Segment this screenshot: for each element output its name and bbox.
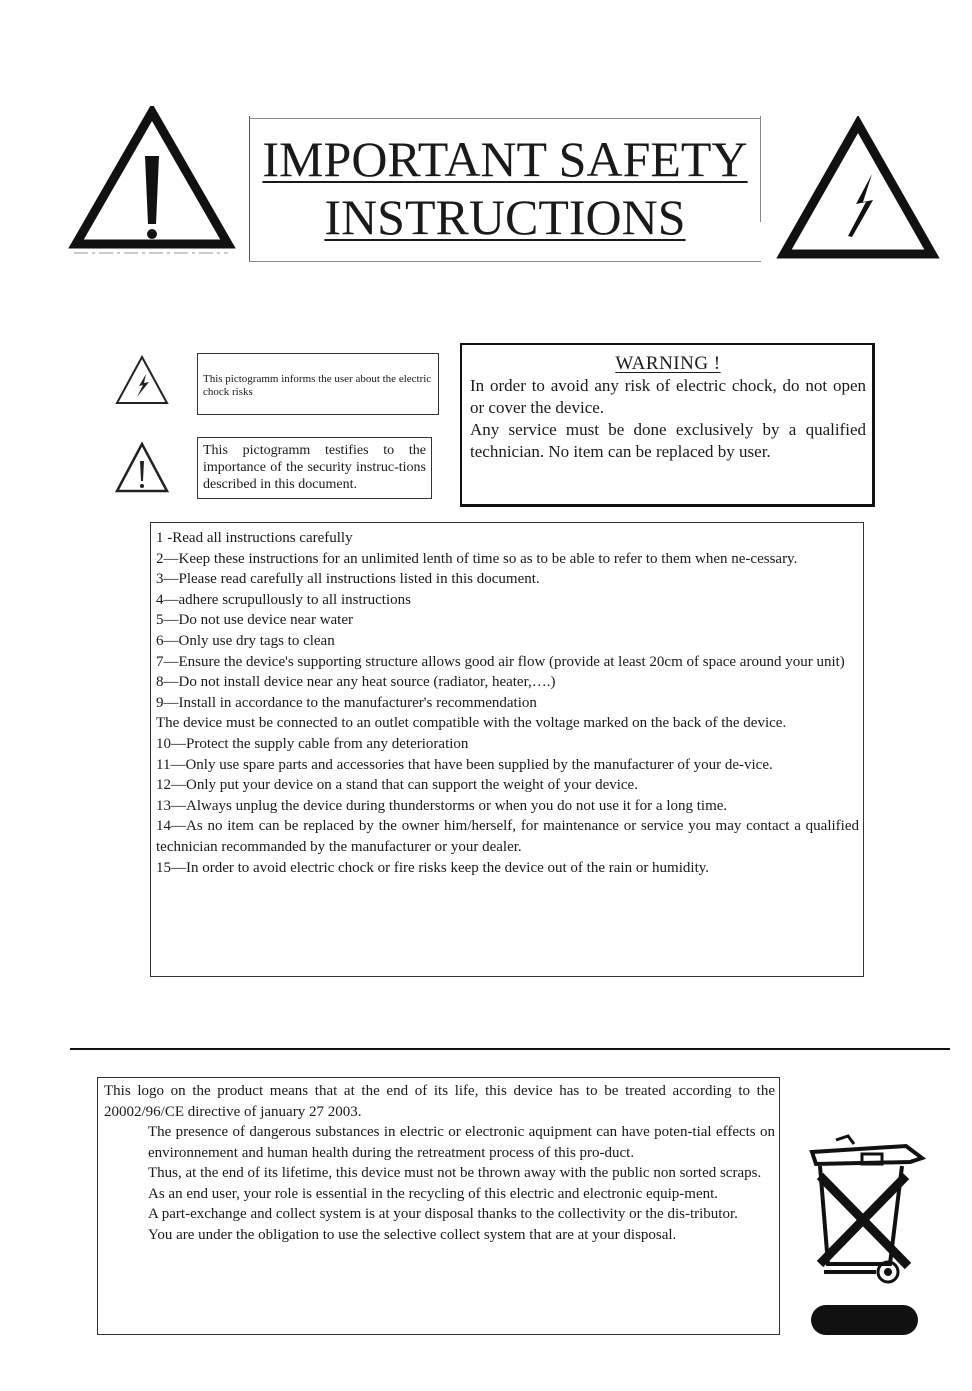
lightning-warning-triangle-icon (114, 354, 170, 406)
weee-paragraph: The presence of dangerous substances in electric or electronic aquipment can have poten-tial effects on environnement and human health during the retreatment process of this pro-duct. (148, 1124, 775, 1161)
warning-title: WARNING ! (615, 353, 721, 374)
instruction-item: 8—Do not install device near any heat source (radiator, heater,….) (156, 674, 556, 691)
instruction-item: 5—Do not use device near water (156, 612, 354, 629)
weee-notice (97, 1077, 780, 1335)
exclamation-warning-triangle-icon (68, 106, 236, 256)
instruction-item: 1 -Read all instructions carefully (156, 530, 353, 546)
pictogram-note-security-text: This pictogramm testifies to the importance of the security instruc-tions described in this document. (203, 443, 426, 492)
weee-intro: This logo on the product means that at the end of its life, this device has to be treated according to the 20002/96/CE directive of january 27 2003. (104, 1083, 775, 1120)
instruction-item: 11—Only use spare parts and accessories that have been supplied by the manufacturer of your de-vice. (156, 756, 773, 773)
instruction-item: The device must be connected to an outlet compatible with the voltage marked on the back of the device. (156, 715, 787, 732)
instruction-item: 2—Keep these instructions for an unlimited lenth of time so as to be able to refer to them when ne-cessary. (156, 550, 798, 567)
instruction-item: 3—Please read carefully all instructions listed in this document. (156, 571, 540, 588)
weee-black-bar (811, 1305, 918, 1335)
instruction-item: 6—Only use dry tags to clean (156, 632, 335, 649)
crossed-out-wheelie-bin-icon (806, 1132, 928, 1292)
section-divider (70, 1048, 950, 1050)
exclamation-warning-triangle-icon (114, 441, 170, 495)
page-title (249, 130, 761, 246)
weee-paragraph: A part-exchange and collect system is at your disposal thanks to the collectivity or the dis-tributor. (148, 1206, 738, 1222)
warning-text-1: In order to avoid any risk of electric chock, do not open or cover the device. (470, 376, 866, 417)
instruction-item: 14—As no item can be replaced by the owner him/herself, for maintenance or service you may contact a qualified technician recommanded by the manufacturer or your dealer. (156, 818, 859, 855)
instruction-item: 9—Install in accordance to the manufacturer's recommendation (156, 694, 537, 711)
lightning-warning-triangle-icon (776, 116, 940, 261)
title-line-2: INSTRUCTIONS (324, 189, 686, 245)
instructions-list (150, 522, 864, 977)
weee-paragraph: Thus, at the end of its lifetime, this device must not be thrown away with the public non sorted scraps. (148, 1165, 762, 1181)
warning-text-2: Any service must be done exclusively by a qualified technician. No item can be replaced by user. (470, 420, 866, 461)
pictogram-note-security (197, 437, 432, 499)
title-line-1: IMPORTANT SAFETY (262, 131, 748, 187)
pictogram-note-electric-text: This pictogramm informs the user about the electric chock risks (203, 373, 432, 398)
instruction-item: 13—Always unplug the device during thunderstorms or when you do not use it for a long time. (156, 797, 728, 814)
instruction-item: 10—Protect the supply cable from any deterioration (156, 735, 469, 752)
instruction-item: 12—Only put your device on a stand that can support the weight of your device. (156, 777, 638, 794)
title-box (249, 116, 761, 262)
instruction-item: 4—adhere scrupullously to all instructions (156, 591, 411, 608)
instruction-item: 7—Ensure the device's supporting structure allows good air flow (provide at least 20cm of space around your unit) (156, 653, 845, 670)
instruction-item: 15—In order to avoid electric chock or fire risks keep the device out of the rain or humidity. (156, 859, 710, 876)
pictogram-note-electric (197, 353, 439, 415)
weee-paragraph: As an end user, your role is essential in the recycling of this electric and electronic equip-ment. (148, 1185, 719, 1202)
weee-paragraph: You are under the obligation to use the selective collect system that are at your disposal. (148, 1226, 677, 1243)
warning-box (460, 343, 875, 507)
